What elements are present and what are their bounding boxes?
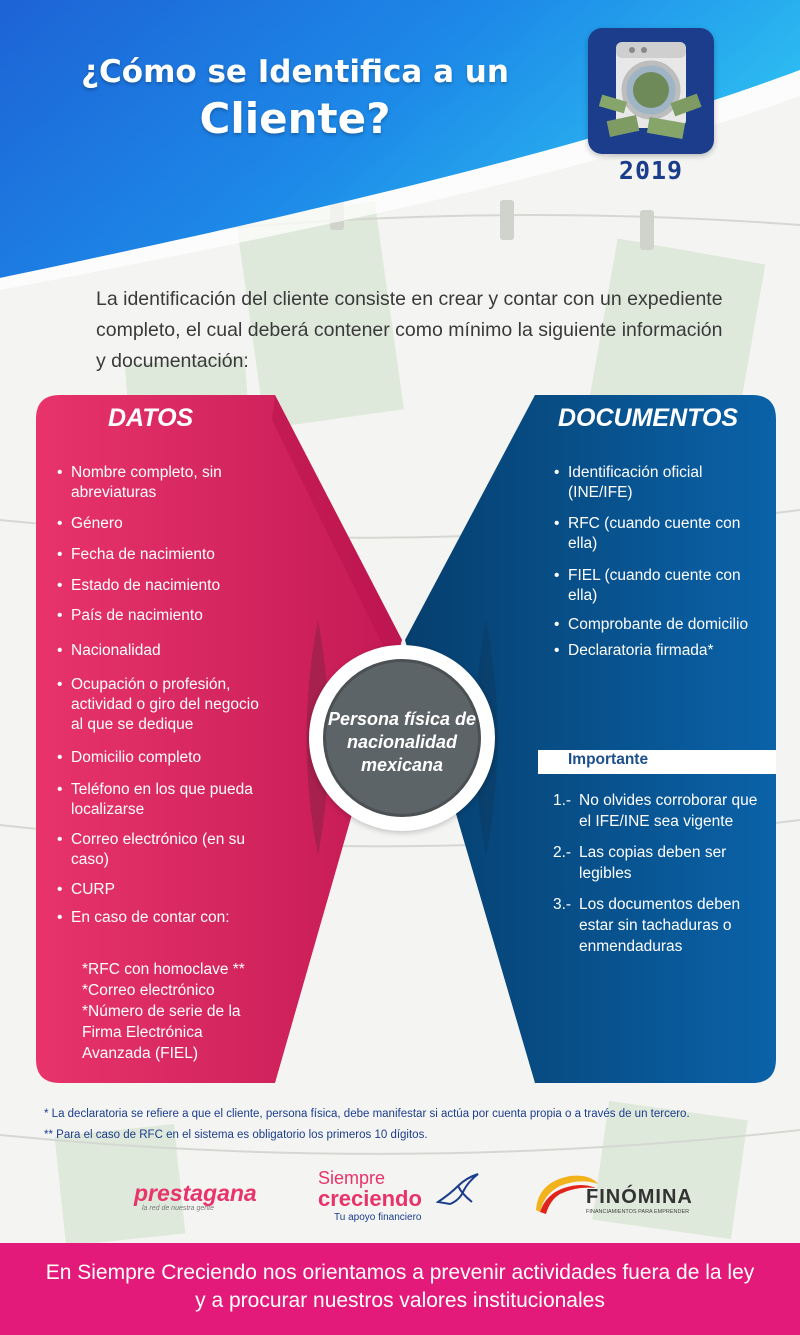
year-label: 2019 — [618, 156, 684, 185]
footnotes — [44, 1104, 774, 1146]
washing-machine-logo — [588, 28, 714, 154]
documentos-item: • Identificación oficial (INE/IFE) — [554, 463, 764, 503]
documentos-list — [554, 463, 764, 661]
prestagana-tagline: la red de nuestra gente — [142, 1205, 214, 1212]
importante-number: 2.- — [553, 844, 572, 861]
finomina-tagline: FINANCIAMIENTOS PARA EMPRENDER — [586, 1209, 690, 1215]
datos-item: • CURP — [57, 880, 267, 900]
importante-item — [553, 790, 765, 832]
datos-sub-item: *Correo electrónico — [82, 982, 215, 999]
datos-item: • Ocupación o profesión, actividad o giro del negocio al que se dedique — [57, 675, 267, 735]
page-title-line1: ¿Cómo se Identifica a un — [81, 54, 509, 90]
datos-item: • Estado de nacimiento — [57, 576, 267, 596]
documentos-item: • FIEL (cuando cuente con ella) — [554, 566, 764, 606]
footnote: ** Para el caso de RFC en el sistema es obligatorio los primeros 10 dígitos. — [44, 1129, 428, 1141]
importante-text: Los documentos deben estar sin tachaduras o enmendaduras — [579, 896, 741, 955]
page-title-line2: Cliente? — [199, 94, 391, 143]
importante-item — [553, 842, 765, 884]
documentos-item: • Declaratoria firmada* — [554, 641, 764, 661]
datos-item: • Fecha de nacimiento — [57, 545, 267, 565]
datos-item: • Correo electrónico (en su caso) — [57, 830, 267, 870]
prestagana-name-part2: gana — [203, 1180, 257, 1206]
footnote: * La declaratoria se refiere a que el cliente, persona física, debe manifestar si actúa por cuenta propia o a través de un tercero. — [44, 1108, 690, 1120]
finomina-name: FINÓMINA — [586, 1186, 693, 1208]
datos-item: • En caso de contar con: — [57, 908, 267, 928]
siempre-creciendo-logo — [318, 1168, 422, 1223]
datos-item: • Teléfono en los que pueda localizarse — [57, 780, 267, 820]
prestagana-name-part1: presta — [134, 1180, 204, 1206]
datos-item: • Domicilio completo — [57, 748, 267, 768]
datos-sub-item: *Número de serie de la Firma Electrónica Avanzada (FIEL) — [82, 1003, 241, 1062]
center-circle-text: Persona física de nacionalidad mexicana — [327, 709, 477, 775]
footer-text: En Siempre Creciendo nos orientamos a prevenir actividades fuera de la ley y a procurar nuestros valores institucionales — [45, 1261, 755, 1312]
washing-machine-icon — [588, 28, 714, 154]
prestagana-logo — [134, 1180, 257, 1212]
siempre-line2: creciendo — [318, 1186, 422, 1211]
datos-item: • Nombre completo, sin abreviaturas — [57, 463, 267, 503]
datos-title: DATOS — [108, 404, 194, 432]
datos-item: • País de nacimiento — [57, 606, 267, 626]
datos-list — [57, 463, 267, 928]
datos-sub-list — [82, 959, 272, 1064]
hummingbird-icon — [436, 1172, 480, 1208]
importante-number: 3.- — [553, 896, 572, 913]
documentos-title: DOCUMENTOS — [558, 404, 739, 432]
finomina-logo — [530, 1170, 693, 1220]
importante-list — [553, 790, 765, 967]
siempre-line1: Siempre — [318, 1168, 386, 1188]
importante-text: No olvides corroborar que el IFE/INE sea vigente — [579, 792, 758, 830]
datos-sub-item: *RFC con homoclave ** — [82, 961, 245, 978]
documentos-item: • RFC (cuando cuente con ella) — [554, 514, 764, 554]
datos-item: • Género — [57, 514, 267, 534]
importante-label: Importante — [568, 751, 649, 768]
siempre-tagline: Tu apoyo financiero — [334, 1212, 422, 1223]
intro-paragraph: La identificación del cliente consiste en crear y contar con un expediente completo, el cual deberá contener como mínimo la siguiente información y documentación: — [96, 288, 723, 372]
importante-number: 1.- — [553, 792, 572, 809]
importante-text: Las copias deben ser legibles — [579, 844, 727, 882]
documentos-item: • Comprobante de domicilio — [554, 615, 764, 635]
datos-item: • Nacionalidad — [57, 641, 267, 661]
importante-item — [553, 894, 765, 957]
